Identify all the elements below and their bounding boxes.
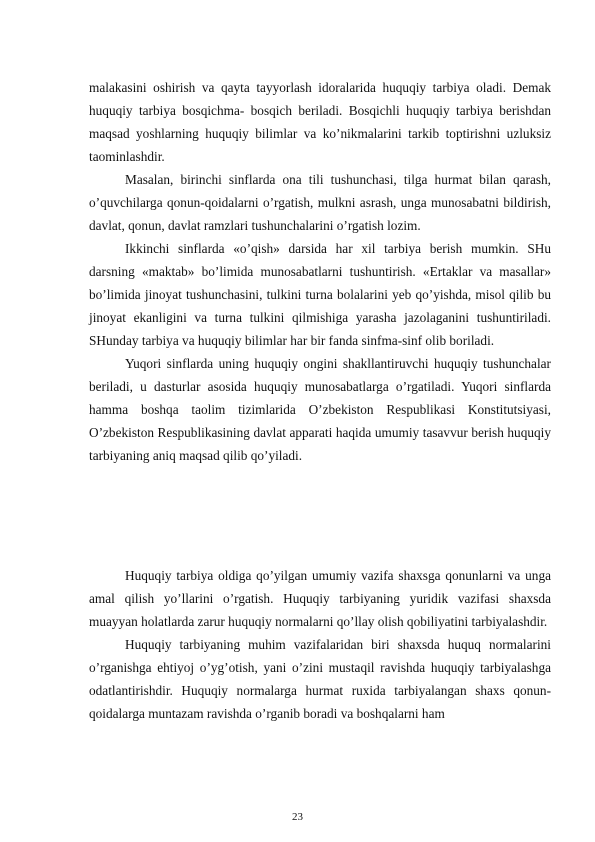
page-number: 23 <box>292 811 303 823</box>
paragraph-important-task: Huquqiy tarbiyaning muhim vazifalaridan biri shaxsda huquq normalarini o’rganishga ehtiyoj o’yg’otish, yani o’zini mustaqil ravishda huquqiy tarbiyalashga odatlantirishdir. Huquqiy normalarga hurmat ruxida tarbiyalangan shaxs qonun-qoidalarga muntazam ravishda o’rganib boradi va boshqalarni ham <box>89 637 551 721</box>
paragraph-first-grade: Masalan, birinchi sinflarda ona tili tushunchasi, tilga hurmat bilan qarash, o’quvchilarga qonun-qoidalarni o’rgatish, mulkni asrash, unga munosabatni bildirish, davlat, qonun, davlat ramzlari tushunchalarini o’rgatish lozim. <box>89 172 551 233</box>
paragraph-second-grade: Ikkinchi sinflarda «o’qish» darsida har xil tarbiya berish mumkin. SHu darsning «maktab» bo’limida munosabatlarni tushuntirish. «Ertaklar va masallar» bo’limida jinoyat tushunchasini, tulkini turna bolalarini yeb qo’yishda, misol qilib bu jinoyat ekanligini va turna tulkini qilmishiga yarasha jazolaganini tushuntiriladi. SHunday tarbiya va huquqiy bilimlar har bir fanda sinfma-sinf olib boriladi. <box>89 241 551 348</box>
blank-space <box>89 467 551 564</box>
document-page <box>89 76 551 725</box>
paragraph-continuation: malakasini oshirish va qayta tayyorlash idoralarida huquqiy tarbiya oladi. Demak huquqiy tarbiya bosqichma- bosqich beriladi. Bosqichli huquqiy tarbiya berishdan maqsad yoshlarning huquqiy bilimlar va ko’nikmalarini tarkib toptirishni uzluksiz taominlashdir. <box>89 80 551 164</box>
paragraph-upper-grades: Yuqori sinflarda uning huquqiy ongini shakllantiruvchi huquqiy tushunchalar beriladi, u dasturlar asosida huquqiy munosabatlarga o’rgatiladi. Yuqori sinflarda hamma boshqa taolim tizimlarida O’zbekiston Respublikasi Konstitutsiyasi, O’zbekiston Respublikasining davlat apparati haqida umumiy tasavvur berish huquqiy tarbiyaning aniq maqsad qilib qo’yiladi. <box>89 356 551 463</box>
paragraph-general-task: Huquqiy tarbiya oldiga qo’yilgan umumiy vazifa shaxsga qonunlarni va unga amal qilish yo’llarini o’rgatish. Huquqiy tarbiyaning yuridik vazifasi shaxsda muayyan holatlarda zarur huquqiy normalarni qo’llay olish qobiliyatini tarbiyalashdir. <box>89 568 551 629</box>
